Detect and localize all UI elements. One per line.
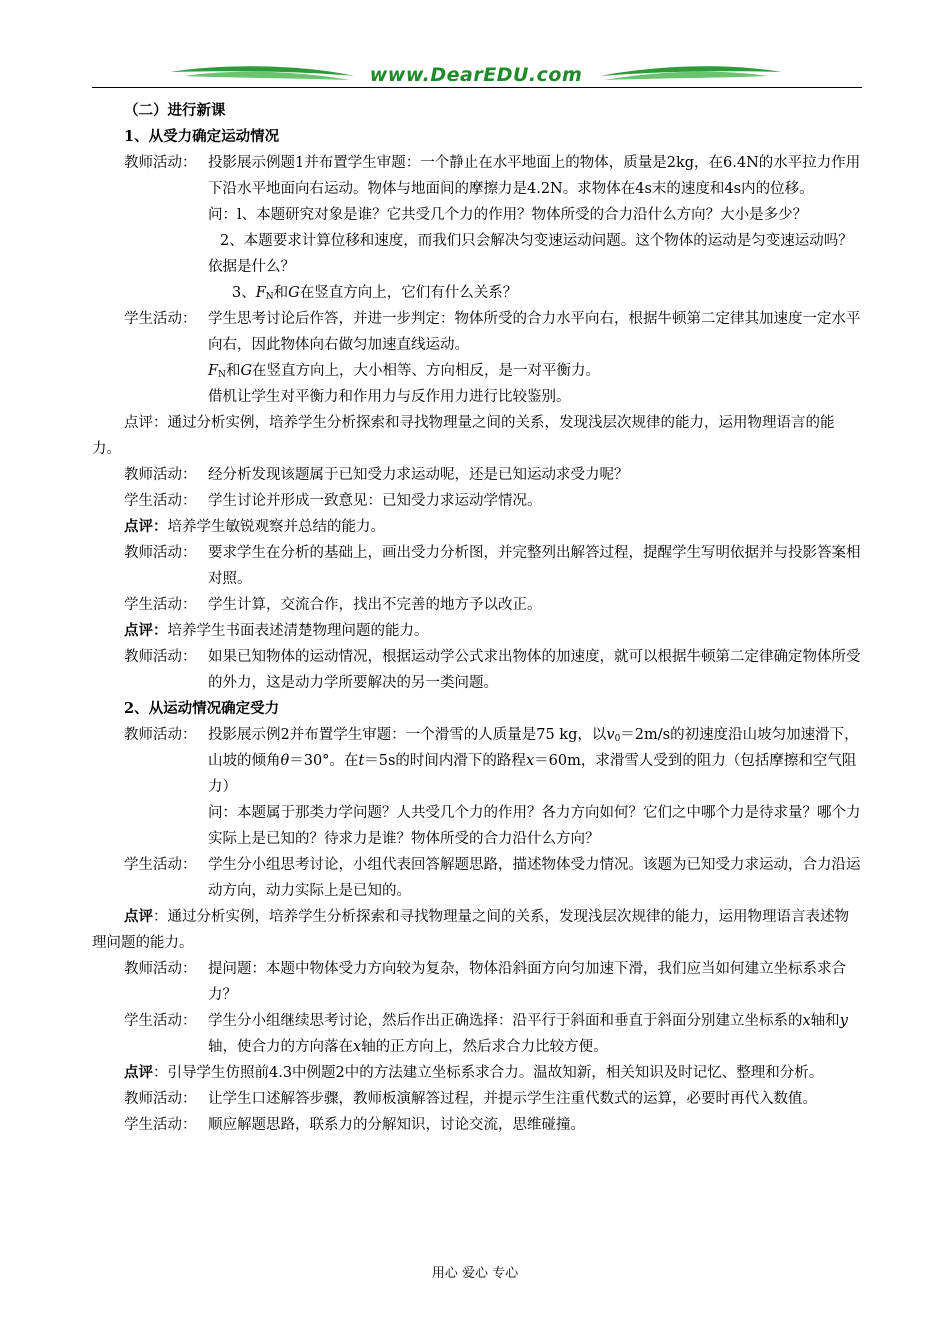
part1-comment-2 xyxy=(92,514,862,540)
label: 教师活动： xyxy=(124,155,197,171)
text: 学生思考讨论后作答，并进一步判定：物体所受的合力水平向右，根据牛顿第二定律其加速度一定水平向右，因此物体向右做匀加速直线运动。 xyxy=(208,311,861,353)
part2-student-1 xyxy=(92,852,862,904)
part1-teacher-2 xyxy=(92,462,862,488)
text-d: 轴的正方向上，然后求合力比较方便。 xyxy=(361,1039,608,1055)
part1-question-3 xyxy=(92,280,862,306)
s-post: 在竖直方向上，大小相等、方向相反，是一对平衡力。 xyxy=(252,363,601,379)
text-c: 轴，使合力的方向落在 xyxy=(208,1039,353,1055)
label: 教师活动： xyxy=(124,545,197,561)
text-b: ＝2m/s的初速度沿山坡匀加速滑下，山坡的倾角 xyxy=(208,727,859,769)
s-and: 和 xyxy=(225,363,241,379)
text: 培养学生敏锐观察并总结的能力。 xyxy=(167,519,385,535)
label: 教师活动： xyxy=(124,727,197,743)
header-rule xyxy=(92,87,862,88)
page-footer: 用心 爱心 专心 xyxy=(431,1266,519,1281)
text-b: 轴和 xyxy=(810,1013,840,1029)
label: 点评 xyxy=(124,1064,153,1081)
part1-student-3 xyxy=(92,592,862,618)
text-c: ＝30°。在 xyxy=(289,753,359,769)
symbol-theta: θ xyxy=(280,753,290,769)
symbol-y: y xyxy=(839,1013,848,1029)
label: 点评 xyxy=(124,908,153,925)
q-pre: 3、 xyxy=(232,285,256,301)
text: 培养学生书面表述清楚物理问题的能力。 xyxy=(167,623,429,639)
symbol-f: F xyxy=(255,285,266,301)
text: 学生分小组思考讨论，小组代表回答解题思路，描述物体受力情况。该题为已知受力求运动，合力沿运动方向，动力实际上是已知的。 xyxy=(208,857,861,899)
symbol-sub: N xyxy=(218,370,226,380)
label: 点评： xyxy=(124,518,168,535)
text-d: ＝5s的时间内滑下的路程 xyxy=(364,753,526,769)
symbol-x: x xyxy=(802,1013,811,1029)
label: 学生活动： xyxy=(124,1117,197,1133)
part1-teacher-1 xyxy=(92,150,862,202)
part1-comment-1: 点评：通过分析实例，培养学生分析探索和寻找物理量之间的关系，发现浅层次规律的能力，运用物理语言的能力。 xyxy=(92,415,835,457)
text: 提问题：本题中物体受力方向较为复杂，物体沿斜面方向匀加速下滑，我们应当如何建立坐标系求合力？ xyxy=(208,961,846,1003)
label: 教师活动： xyxy=(124,1091,197,1107)
part2-title: 2、从运动情况确定受力 xyxy=(124,700,280,717)
part1-teacher-3 xyxy=(92,540,862,592)
part1-student-1 xyxy=(92,306,862,358)
section-title: （二）进行新课 xyxy=(124,102,226,119)
label: 学生活动： xyxy=(124,493,197,509)
text-a: 投影展示例2并布置学生审题：一个滑雪的人质量是75 kg，以 xyxy=(208,727,607,743)
text: 让学生口述解答步骤，教师板演解答过程，并提示学生注重代数式的运算，必要时再代入数值。 xyxy=(208,1091,817,1107)
part1-question-2: 2、本题要求计算位移和速度，而我们只会解决匀变速运动问题。这个物体的运动是匀变速运动吗？依据是什么？ xyxy=(208,233,853,275)
label: 教师活动： xyxy=(124,467,197,483)
part2-teacher-3 xyxy=(92,1086,862,1112)
label: 教师活动： xyxy=(124,961,197,977)
label: 学生活动： xyxy=(124,311,197,327)
part2-teacher-2 xyxy=(92,956,862,1008)
symbol-sub: 0 xyxy=(614,734,621,744)
symbol-g: G xyxy=(288,285,300,301)
part2-comment-2 xyxy=(92,1060,862,1086)
label: 点评： xyxy=(124,622,168,639)
page-header xyxy=(92,58,862,94)
part1-student-1c: 借机让学生对平衡力和作用力与反作用力进行比较鉴别。 xyxy=(208,389,571,405)
text: ：引导学生仿照前4.3中例题2中的方法建立坐标系求合力。温故知新，相关知识及时记忆、整理和分析。 xyxy=(153,1065,824,1081)
text-e: ＝60m，求滑雪人受到的阻力（包括摩擦和空气阻力） xyxy=(208,753,857,795)
text: 学生讨论并形成一致意见：已知受力求运动学情况。 xyxy=(208,493,542,509)
site-url[interactable]: www.DearEDU.com xyxy=(369,64,583,86)
symbol-v: v xyxy=(606,727,615,743)
q-and: 和 xyxy=(273,285,289,301)
text-a: 学生分小组继续思考讨论，然后作出正确选择：沿平行于斜面和垂直于斜面分别建立坐标系的 xyxy=(208,1013,803,1029)
text: 经分析发现该题属于已知受力求运动呢，还是已知运动求受力呢？ xyxy=(208,467,629,483)
label: 学生活动： xyxy=(124,857,197,873)
symbol-x: x xyxy=(525,753,535,769)
part1-comment-3 xyxy=(92,618,862,644)
symbol-t: t xyxy=(358,753,365,769)
text: 如果已知物体的运动情况，根据运动学公式求出物体的加速度，就可以根据牛顿第二定律确定物体所受的外力，这是动力学所要解决的另一类问题。 xyxy=(208,649,861,691)
document-body xyxy=(92,98,862,1138)
label: 学生活动： xyxy=(124,597,197,613)
part1-question-1: 问：l、本题研究对象是谁？它共受几个力的作用？物体所受的合力沿什么方向？大小是多少？ xyxy=(208,207,808,223)
text: 要求学生在分析的基础上，画出受力分析图，并完整列出解答过程，提醒学生写明依据并与投影答案相对照。 xyxy=(208,545,861,587)
text: ：通过分析实例，培养学生分析探索和寻找物理量之间的关系，发现浅层次规律的能力，运用物理语言表述物理问题的能力。 xyxy=(92,909,849,951)
symbol-f: F xyxy=(208,363,219,379)
symbol-sub: N xyxy=(265,292,274,302)
part2-comment-1 xyxy=(92,904,862,956)
part2-question-1: 问：本题属于那类力学问题？人共受几个力的作用？各力方向如何？它们之中哪个力是待求量？哪个力实际上是已知的？待求力是谁？物体所受的合力沿什么方向？ xyxy=(208,805,861,847)
part1-teacher-4 xyxy=(92,644,862,696)
part1-title: 1、从受力确定运动情况 xyxy=(124,128,280,145)
text: 投影展示例题1并布置学生审题：一个静止在水平地面上的物体，质量是2kg，在6.4N的水平拉力作用下沿水平地面向右运动。物体与地面间的摩擦力是4.2N。求物体在4s末的速度和4s内的位移。 xyxy=(208,155,861,197)
part2-student-2 xyxy=(92,1008,862,1060)
symbol-x2: x xyxy=(353,1039,362,1055)
q-post: 在竖直方向上，它们有什么关系？ xyxy=(299,285,518,301)
symbol-g: G xyxy=(240,363,253,379)
text: 学生计算，交流合作，找出不完善的地方予以改正。 xyxy=(208,597,542,613)
label: 教师活动： xyxy=(124,649,197,665)
label: 学生活动： xyxy=(124,1013,197,1029)
part1-student-1b xyxy=(92,358,862,384)
part1-student-2 xyxy=(92,488,862,514)
part2-teacher-1 xyxy=(92,722,862,800)
text: 顺应解题思路，联系力的分解知识，讨论交流，思维碰撞。 xyxy=(208,1117,585,1133)
part2-student-3 xyxy=(92,1112,862,1138)
